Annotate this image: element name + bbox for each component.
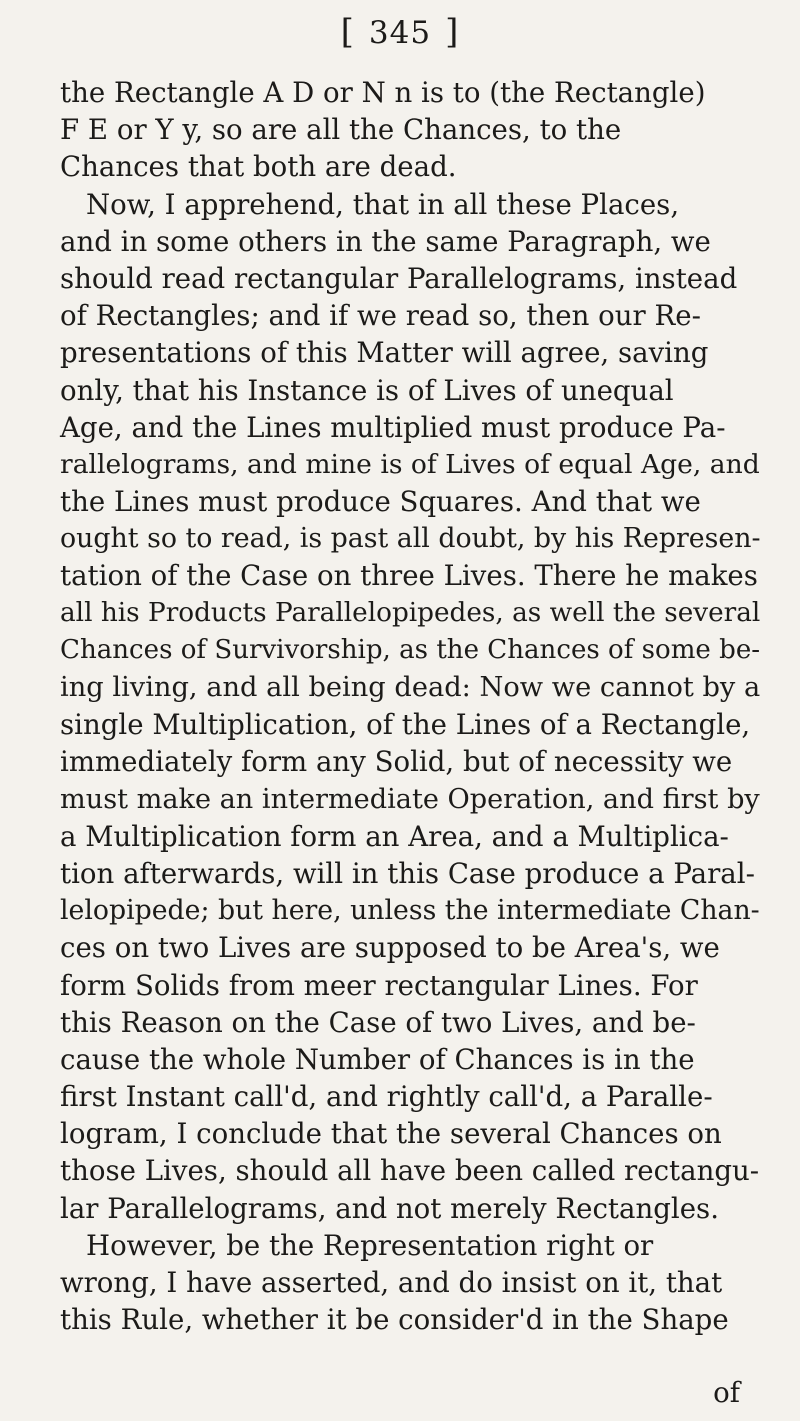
text-line: tion afterwards, will in this Case produce a Paral-	[60, 856, 755, 890]
text-line: logram, I conclude that the several Chances on	[60, 1117, 722, 1151]
body-text	[60, 74, 760, 1338]
text-line: Age, and the Lines multiplied must produce Pa-	[60, 410, 726, 444]
text-line: wrong, I have asserted, and do insist on it, that	[60, 1266, 723, 1299]
text-line: Chances of Survivorship, as the Chances of some be-	[60, 634, 761, 665]
text-line: all his Products Parallelopipedes, as well the several	[60, 597, 761, 628]
text-line: of Rectangles; and if we read so, then our Re-	[60, 299, 701, 333]
page-header	[0, 12, 800, 53]
text-line: Chances that both are dead.	[60, 150, 457, 184]
text-line: lar Parallelograms, and not merely Rectangles.	[60, 1191, 719, 1225]
text-line: Now, I apprehend, that in all these Places,	[86, 187, 680, 221]
text-line: this Rule, whether it be consider'd in the Shape	[60, 1303, 729, 1337]
text-line: presentations of this Matter will agree, saving	[60, 336, 709, 370]
text-line: cause the whole Number of Chances is in the	[60, 1042, 695, 1076]
header-close-bracket: ]	[445, 12, 460, 52]
text-line: the Rectangle A D or N n is to (the Rectangle)	[60, 76, 706, 109]
text-line: ought so to read, is past all doubt, by his Represen-	[60, 523, 761, 555]
header-open-bracket: [	[340, 12, 355, 52]
text-line: those Lives, should all have been called rectangu-	[60, 1154, 760, 1188]
catchword: of	[713, 1376, 740, 1409]
text-line: this Reason on the Case of two Lives, and be-	[60, 1005, 696, 1039]
text-line: only, that his Instance is of Lives of unequal	[60, 373, 674, 407]
text-line: first Instant call'd, and rightly call'd, a Paralle-	[60, 1080, 713, 1114]
text-line: However, be the Representation right or	[86, 1228, 654, 1262]
page-number: 345	[368, 15, 432, 51]
text-line: the Lines must produce Squares. And that we	[60, 485, 701, 519]
text-line: rallelograms, and mine is of Lives of equal Age, and	[60, 448, 760, 480]
text-line: form Solids from meer rectangular Lines. For	[60, 968, 698, 1002]
text-line: tation of the Case on three Lives. There he makes	[60, 559, 758, 593]
text-line: must make an intermediate Operation, and first by	[60, 783, 760, 815]
text-line: ces on two Lives are supposed to be Area's, we	[60, 931, 720, 965]
text-line: immediately form any Solid, but of necessity we	[60, 745, 733, 779]
text-line: lelopipede; but here, unless the intermediate Chan-	[60, 895, 760, 927]
text-line: a Multiplication form an Area, and a Multiplica-	[60, 819, 729, 853]
text-line: single Multiplication, of the Lines of a Rectangle,	[60, 708, 751, 742]
text-line: F E or Y y, so are all the Chances, to the	[60, 113, 622, 147]
text-line: and in some others in the same Paragraph, we	[60, 224, 711, 258]
text-line: ing living, and all being dead: Now we cannot by a	[60, 672, 761, 703]
text-line: should read rectangular Parallelograms, instead	[60, 261, 738, 295]
